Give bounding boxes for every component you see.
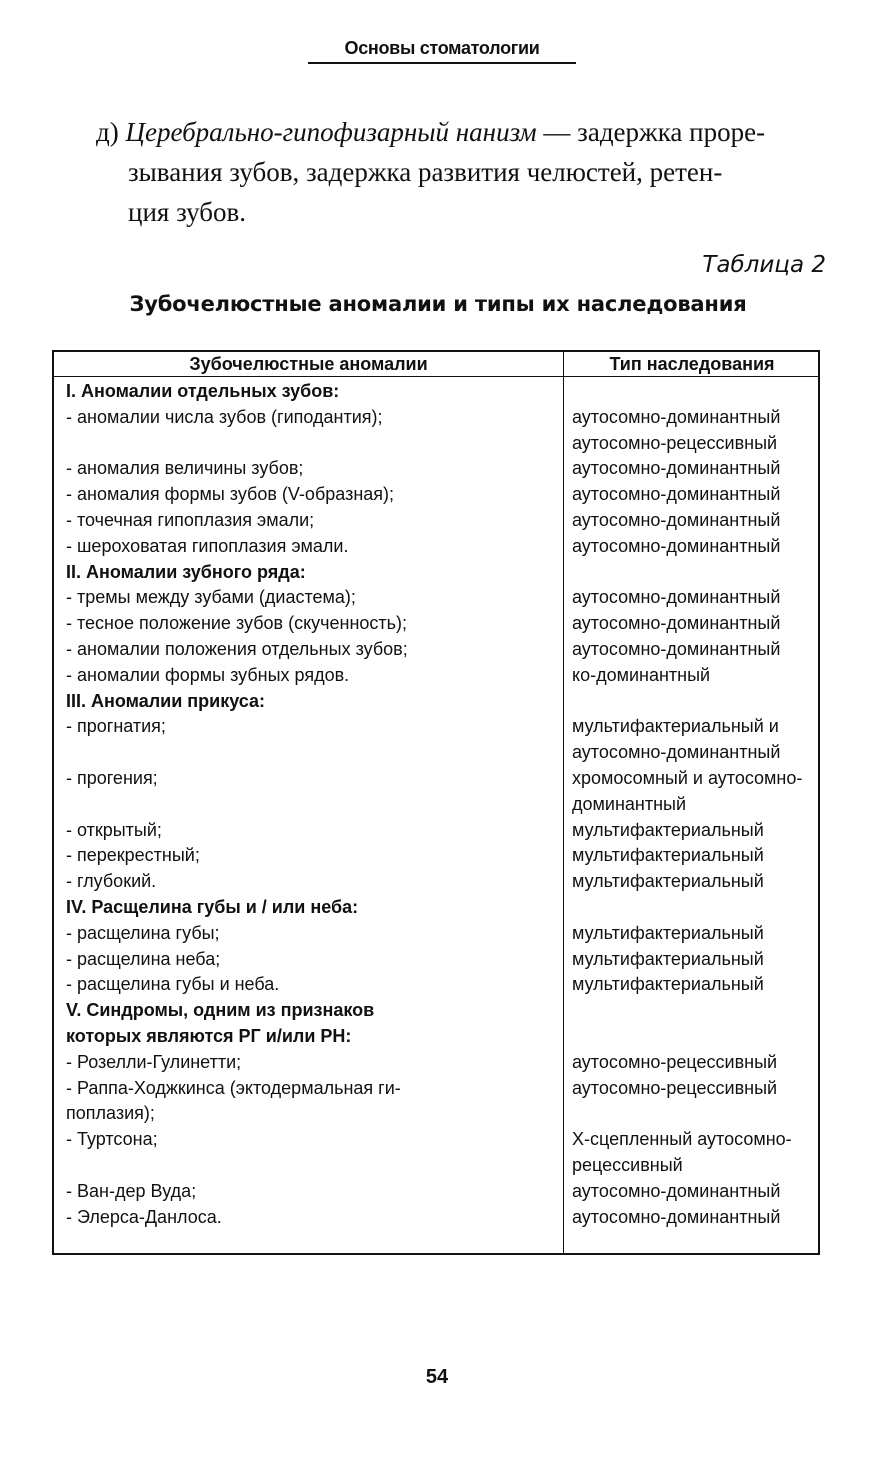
- table-caption: Таблица 2: [702, 252, 826, 278]
- anomaly-line: - тремы между зубами (диастема);: [66, 587, 356, 608]
- table-row: [54, 637, 818, 663]
- section-heading-line: II. Аномалии зубного ряда:: [66, 561, 306, 582]
- section-heading-empty-cell: [552, 689, 818, 715]
- inheritance-cell: [552, 972, 818, 998]
- inheritance-line: аутосомно-рецессивный: [572, 1077, 778, 1098]
- inheritance-line: мультифактериальный: [572, 871, 764, 892]
- anomaly-line: - аномалии формы зубных рядов.: [66, 664, 350, 685]
- header-anomalies: Зубочелюстные аномалии: [189, 354, 428, 374]
- anomaly-line: - точечная гипоплазия эмали;: [66, 509, 315, 530]
- table-row: [54, 714, 818, 766]
- inheritance-line: аутосомно-доминантный: [572, 1206, 781, 1227]
- anomaly-cell: [54, 1127, 552, 1179]
- anomaly-line: - перекрестный;: [66, 845, 200, 866]
- anomaly-line: - открытый;: [66, 819, 162, 840]
- inheritance-cell: [552, 1050, 818, 1076]
- anomaly-cell: [54, 869, 552, 895]
- anomaly-line: - аномалия формы зубов (V-образная);: [66, 484, 395, 505]
- inheritance-line: аутосомно-доминантный: [572, 587, 781, 608]
- section-heading-row: [54, 998, 818, 1050]
- table-row: [54, 534, 818, 560]
- inheritance-line: аутосомно-доминантный: [572, 509, 781, 530]
- inheritance-line: аутосомно-доминантный: [572, 613, 781, 634]
- inheritance-line: мультифактериальный: [572, 974, 764, 995]
- table-row: [54, 663, 818, 689]
- anomaly-line: - Элерса-Данлоса.: [66, 1206, 222, 1227]
- anomaly-cell: [54, 1179, 552, 1205]
- anomaly-cell: [54, 972, 552, 998]
- inheritance-cell: [552, 611, 818, 637]
- inheritance-line: мультифактериальный: [572, 845, 764, 866]
- header-inheritance: Тип наследования: [609, 354, 775, 374]
- inheritance-line: хромосомный и аутосомно-: [572, 767, 803, 788]
- intro-line-2: зывания зубов, задержка развития челюстей, ретен-: [128, 157, 723, 187]
- inheritance-line: ко-доминантный: [572, 664, 711, 685]
- table-row: [54, 508, 818, 534]
- inheritance-cell: [552, 1127, 818, 1179]
- section-heading: [54, 379, 552, 405]
- anomaly-line: поплазия);: [66, 1103, 155, 1124]
- anomaly-cell: [54, 456, 552, 482]
- anomaly-line: - аномалия величины зубов;: [66, 458, 304, 479]
- inheritance-line: мультифактериальный и: [572, 716, 779, 737]
- inheritance-cell: [552, 714, 818, 766]
- anomaly-cell: [54, 921, 552, 947]
- table-row: [54, 1179, 818, 1205]
- table-row: [54, 766, 818, 818]
- table-row: [54, 611, 818, 637]
- table-row: [54, 972, 818, 998]
- anomaly-cell: [54, 1050, 552, 1076]
- inheritance-line: аутосомно-доминантный: [572, 1180, 781, 1201]
- section-heading-empty-cell: [552, 379, 818, 405]
- anomaly-line: [66, 792, 552, 818]
- anomaly-cell: [54, 1205, 552, 1231]
- section-heading-line: которых являются РГ и/или РН:: [66, 1025, 352, 1046]
- header-divider: [54, 376, 818, 377]
- section-heading-line: I. Аномалии отдельных зубов:: [66, 381, 340, 401]
- anomaly-line: - расщелина губы;: [66, 922, 220, 943]
- inheritance-line: рецессивный: [572, 1154, 683, 1175]
- section-heading-row: [54, 379, 818, 405]
- inheritance-cell: [552, 663, 818, 689]
- anomaly-line: - Розелли-Гулинетти;: [66, 1051, 242, 1072]
- inheritance-cell: [552, 508, 818, 534]
- inheritance-cell: [552, 921, 818, 947]
- anomaly-cell: [54, 534, 552, 560]
- inheritance-cell: [552, 585, 818, 611]
- inheritance-line: аутосомно-доминантный: [572, 458, 781, 479]
- section-heading: [54, 560, 552, 586]
- page-number: 54: [425, 1366, 449, 1388]
- anomaly-line: - аномалии положения отдельных зубов;: [66, 638, 408, 659]
- inheritance-line: мультифактериальный: [572, 922, 764, 943]
- section-heading: [54, 998, 552, 1050]
- anomaly-line: - расщелина неба;: [66, 948, 221, 969]
- anomaly-cell: [54, 1076, 552, 1128]
- anomaly-cell: [54, 947, 552, 973]
- inheritance-line: Х-сцепленный аутосомно-: [572, 1129, 792, 1150]
- inheritance-line: аутосомно-доминантный: [572, 535, 781, 556]
- table-row: [54, 1205, 818, 1231]
- anomaly-line: - аномалии числа зубов (гиподантия);: [66, 406, 383, 427]
- anomaly-line: - Ван-дер Вуда;: [66, 1180, 197, 1201]
- anomaly-line: - глубокий.: [66, 871, 157, 892]
- anomaly-cell: [54, 818, 552, 844]
- inheritance-cell: [552, 1205, 818, 1231]
- section-heading-line: III. Аномалии прикуса:: [66, 690, 266, 711]
- table-body: [54, 379, 818, 1230]
- anomaly-line: - Раппа-Ходжкинса (эктодермальная ги-: [66, 1077, 401, 1098]
- section-heading: [54, 895, 552, 921]
- inheritance-line: аутосомно-рецессивный: [572, 1051, 778, 1072]
- inheritance-cell: [552, 405, 818, 457]
- inheritance-cell: [552, 947, 818, 973]
- anomaly-cell: [54, 508, 552, 534]
- anomaly-line: - тесное положение зубов (скученность);: [66, 613, 408, 634]
- inheritance-line: мультифактериальный: [572, 948, 764, 969]
- inheritance-cell: [552, 1076, 818, 1128]
- inheritance-cell: [552, 482, 818, 508]
- section-heading-empty-cell: [552, 895, 818, 921]
- table-row: [54, 947, 818, 973]
- intro-line-1: [96, 112, 836, 152]
- anomaly-cell: [54, 585, 552, 611]
- anomaly-cell: [54, 843, 552, 869]
- table-row: [54, 585, 818, 611]
- inheritance-line: аутосомно-доминантный: [572, 406, 781, 427]
- table-title: Зубочелюстные аномалии и типы их наследования: [129, 292, 747, 316]
- table-row: [54, 1076, 818, 1128]
- running-header: Основы стоматологии: [308, 38, 576, 64]
- inheritance-cell: [552, 456, 818, 482]
- list-marker: д): [96, 117, 119, 147]
- table-row: [54, 818, 818, 844]
- table-row: [54, 921, 818, 947]
- anomaly-line: - прогения;: [66, 767, 158, 788]
- inheritance-line: [572, 1101, 818, 1127]
- intro-line-1-rest: — задержка проре-: [536, 117, 766, 147]
- table-row: [54, 1050, 818, 1076]
- section-heading-row: [54, 560, 818, 586]
- table-row: [54, 843, 818, 869]
- anomaly-line: [66, 1153, 552, 1179]
- inheritance-line: доминантный: [572, 793, 687, 814]
- section-heading-line: V. Синдромы, одним из признаков: [66, 1000, 375, 1021]
- anomaly-cell: [54, 714, 552, 766]
- table-row: [54, 1127, 818, 1179]
- intro-paragraph: [96, 112, 836, 232]
- inheritance-cell: [552, 534, 818, 560]
- anomaly-line: - прогнатия;: [66, 716, 166, 737]
- table-row: [54, 456, 818, 482]
- inheritance-cell: [552, 818, 818, 844]
- section-heading-empty-cell: [552, 560, 818, 586]
- anomaly-cell: [54, 482, 552, 508]
- anomaly-line: - расщелина губы и неба.: [66, 974, 280, 995]
- inheritance-line: аутосомно-доминантный: [572, 742, 781, 763]
- section-heading-row: [54, 689, 818, 715]
- intro-line-3: ция зубов.: [128, 197, 247, 227]
- inheritance-cell: [552, 843, 818, 869]
- inheritance-cell: [552, 637, 818, 663]
- inheritance-table: [52, 350, 820, 1255]
- inheritance-line: аутосомно-рецессивный: [572, 432, 778, 453]
- anomaly-line: [66, 431, 552, 457]
- inheritance-line: аутосомно-доминантный: [572, 484, 781, 505]
- anomaly-cell: [54, 663, 552, 689]
- table-section: [54, 895, 818, 998]
- section-heading-line: IV. Расщелина губы и / или неба:: [66, 896, 359, 917]
- anomaly-line: - шероховатая гипоплазия эмали.: [66, 535, 349, 556]
- anomaly-cell: [54, 405, 552, 457]
- table-row: [54, 482, 818, 508]
- inheritance-cell: [552, 869, 818, 895]
- anomaly-cell: [54, 637, 552, 663]
- anomaly-line: [66, 740, 552, 766]
- inheritance-cell: [552, 766, 818, 818]
- intro-term: Церебрально-гипофизарный нанизм: [125, 117, 537, 147]
- section-heading: [54, 689, 552, 715]
- anomaly-line: - Туртсона;: [66, 1129, 158, 1150]
- table-section: [54, 560, 818, 689]
- inheritance-line: аутосомно-доминантный: [572, 638, 781, 659]
- inheritance-line: мультифактериальный: [572, 819, 764, 840]
- section-heading-empty-cell: [552, 998, 818, 1050]
- table-row: [54, 405, 818, 457]
- anomaly-cell: [54, 766, 552, 818]
- anomaly-cell: [54, 611, 552, 637]
- table-section: [54, 379, 818, 560]
- table-row: [54, 869, 818, 895]
- section-heading-row: [54, 895, 818, 921]
- table-section: [54, 998, 818, 1230]
- inheritance-cell: [552, 1179, 818, 1205]
- table-section: [54, 689, 818, 895]
